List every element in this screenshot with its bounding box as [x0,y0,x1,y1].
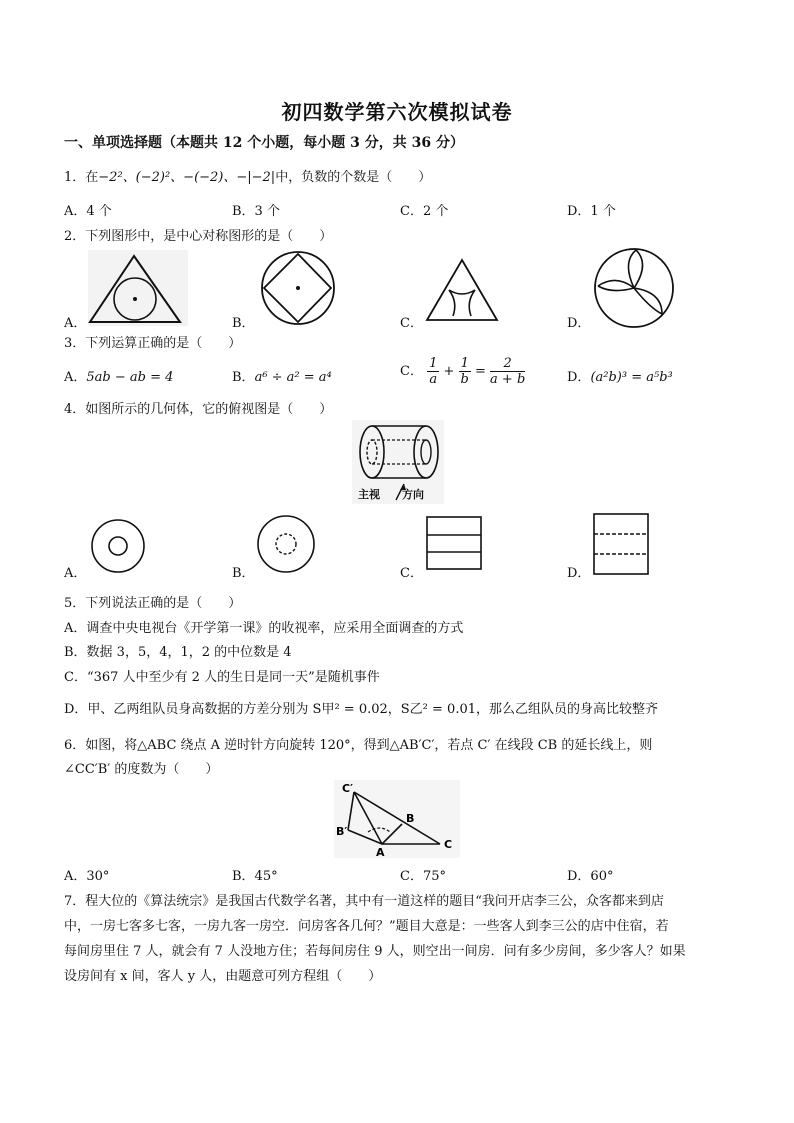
q3-label-d: D． [567,370,591,385]
q1-option-d: D．1 个 [567,204,616,219]
q4-label-b: B． [232,566,255,581]
q2-label-d: D． [567,316,591,331]
q4-label-a: A． [64,566,87,581]
question-7-line-1: 7．程大位的《算法统宗》是我国古代数学名著，其中有一道这样的题目“我问开店李三公，众客都来到店 [64,894,664,909]
question-7-line-3: 每间房里住 7 人，就会有 7 人没地方住；若每间房住 9 人，则空出一间房．问有多少房间，多少客人？如果 [64,944,686,959]
view-direction-caption-2: 方向 [402,488,424,501]
label-c-prime: C′ [342,782,353,795]
q5-option-d: D．甲、乙两组队员身高数据的方差分别为 S甲² = 0.02，S乙² = 0.01，那么乙组队员的身高比较整齐 [64,702,658,717]
option-d-dashed-lines-rect [593,513,649,575]
circle-square-figure [258,250,338,330]
q5-option-c: C．“367 人中至少有 2 人的生日是同一天”是随机事件 [64,670,380,685]
label-b: B [406,812,415,825]
q3-option-a [64,366,173,385]
q3-b-expr: a⁶ ÷ a² = a⁴ [254,370,332,385]
circle-petals-figure [592,246,676,330]
question-7-line-4: 设房间有 x 间，客人 y 人，由题意可列方程组（ ） [64,969,382,984]
q1-expression: −2²、(−2)²、−(−2)、−|−2| [98,170,276,185]
q3-option-d [567,366,673,385]
q5-option-a: A．调查中央电视台《开学第一课》的收视率，应采用全面调查的方式 [64,621,464,636]
view-direction-caption: 主视 [358,488,380,501]
q6-option-d: D．60° [567,869,614,884]
q2-label-a: A． [64,316,87,331]
q1-option-b: B．3 个 [232,204,280,219]
page-title: 初四数学第六次模拟试卷 [281,100,513,124]
option-b-dashed-inner-circle [256,514,316,574]
triangle-arcs-figure [425,258,500,324]
question-1 [64,166,431,185]
question-6-line-1: 6．如图，将△ABC 绕点 A 逆时针方向旋转 120°，得到△AB′C′，若点 C′ 在线段 CB 的延长线上，则 [64,738,653,753]
q2-label-c: C． [400,316,423,331]
q5-option-b: B．数据 3，5，4，1，2 的中位数是 4 [64,645,292,660]
q1-option-a: A．4 个 [64,204,112,219]
triangle-incircle-figure [88,250,188,326]
q3-label-b: B． [232,370,255,385]
fraction-1-over-a: $\frac{1}{a}$ [429,356,438,387]
option-a-concentric-circles [90,518,146,574]
q1-suffix: 中，负数的个数是（ ） [275,170,432,185]
question-2: 2．下列图形中，是中心对称图形的是（ ） [64,229,333,244]
question-6-line-2: ∠CC′B′ 的度数为（ ） [64,762,219,777]
label-a: A [376,846,385,859]
q1-prefix: 1．在 [64,170,99,185]
fraction-1-over-b: $\frac{1}{b}$ [460,356,469,387]
question-5: 5．下列说法正确的是（ ） [64,596,242,611]
question-7-line-2: 中，一房七客多七客，一房九客一房空．问房客各几何？”题目大意是：一些客人到李三公的店中住宿，若 [64,919,669,934]
q1-option-c: C．2 个 [400,204,449,219]
q6-option-b: B．45° [232,869,278,884]
option-c-solid-lines-rect [426,516,482,570]
label-c: C [444,838,453,851]
label-b-prime: B′ [336,825,348,838]
q6-option-a: A．30° [64,869,110,884]
question-3: 3．下列运算正确的是（ ） [64,336,242,351]
q2-label-b: B． [232,316,255,331]
q4-label-d: D． [567,566,591,581]
q3-option-b [232,366,332,385]
q3-option-c: C． $\frac{1}{a}$ + $\frac{1}{b}$ = $\frac{2}{a + b}$ [400,356,526,387]
q3-d-expr: (a²b)³ = a⁵b³ [590,370,673,385]
fraction-2-over-a-plus-b: $\frac{2}{a + b}$ [490,356,526,387]
q3-label-c: C． [400,364,423,379]
q4-label-c: C． [400,566,423,581]
rotation-triangle-figure [334,780,460,858]
q3-label-a: A． [64,370,87,385]
question-4: 4．如图所示的几何体，它的俯视图是（ ） [64,402,333,417]
q3-a-expr: 5ab − ab = 4 [86,370,174,385]
q6-option-c: C．75° [400,869,446,884]
section-heading: 一、单项选择题（本题共 12 个小题，每小题 3 分，共 36 分） [64,135,464,151]
